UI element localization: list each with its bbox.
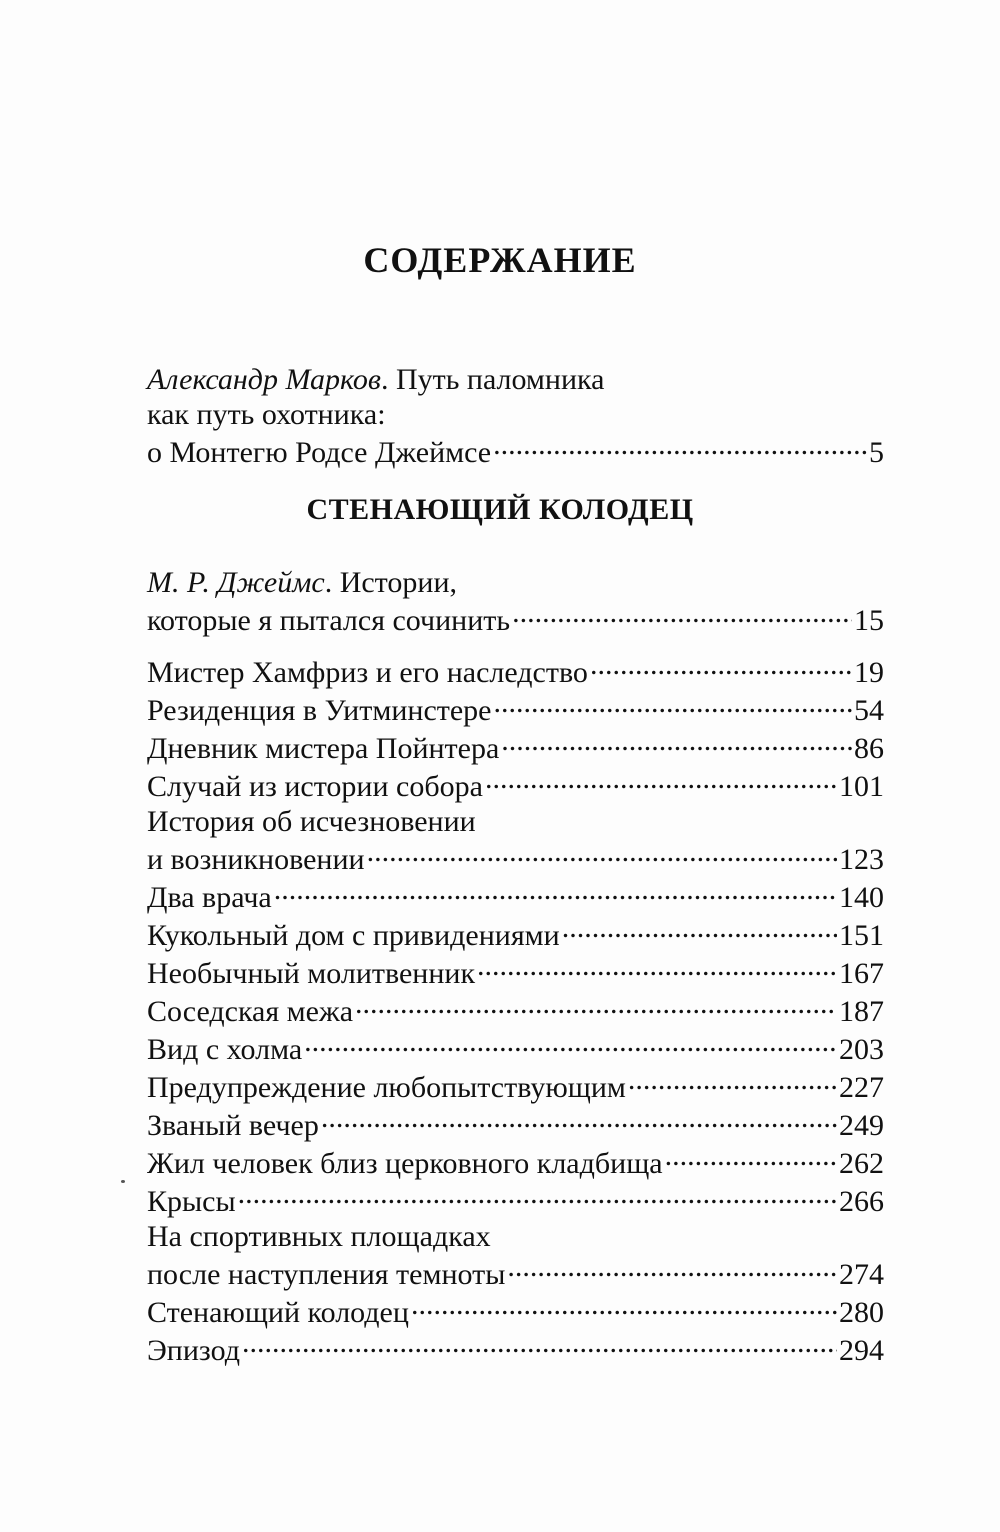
page-number: 227 — [839, 1071, 884, 1104]
page-number: 167 — [839, 957, 884, 990]
dot-leader — [512, 600, 852, 630]
toc-entry-title: Случай из истории собора — [147, 770, 483, 803]
toc-entry — [147, 991, 884, 1029]
page-number: 86 — [854, 732, 884, 765]
dot-leader — [367, 839, 837, 869]
dot-leader — [562, 915, 837, 945]
toc-entry — [147, 728, 884, 766]
toc-entry — [147, 915, 884, 953]
toc-entry — [147, 953, 884, 991]
toc-entry — [147, 1219, 884, 1292]
page-number: 249 — [839, 1109, 884, 1142]
toc-entry-row — [147, 1254, 884, 1292]
dot-leader — [628, 1067, 837, 1097]
dot-leader — [494, 690, 852, 720]
intro-line-3 — [147, 432, 884, 470]
page-number: 294 — [839, 1334, 884, 1367]
page-number: 123 — [839, 843, 884, 876]
dot-leader — [590, 652, 852, 682]
toc-entry — [147, 1330, 884, 1368]
toc-entry — [147, 877, 884, 915]
toc-entry — [147, 1067, 884, 1105]
toc-entry-title: Дневник мистера Пойнтера — [147, 732, 500, 765]
page-number: 280 — [839, 1296, 884, 1329]
toc-entry-title: Кукольный дом с привидениями — [147, 919, 560, 952]
toc-entry — [147, 690, 884, 728]
toc-intro-entry — [147, 362, 884, 470]
toc-entry-title: Званый вечер — [147, 1109, 319, 1142]
dot-leader — [321, 1105, 837, 1135]
page-title: СОДЕРЖАНИЕ — [363, 240, 637, 280]
toc-entry-row — [147, 991, 884, 1029]
toc-entry-title: и возникновении — [147, 843, 365, 876]
dot-leader — [507, 1254, 837, 1284]
page-number: 266 — [839, 1185, 884, 1218]
page-number: 203 — [839, 1033, 884, 1066]
dot-leader — [665, 1143, 837, 1173]
page-number: 151 — [839, 919, 884, 952]
page-number: 19 — [854, 656, 884, 689]
toc-entry — [147, 1292, 884, 1330]
dot-leader — [493, 432, 867, 462]
dot-leader — [501, 728, 852, 758]
section-heading: СТЕНАЮЩИЙ КОЛОДЕЦ — [306, 493, 694, 526]
toc-entry-row — [147, 1330, 884, 1368]
toc-entry-title-line-1: На спортивных площадках — [147, 1220, 491, 1253]
toc-entry-row — [147, 1029, 884, 1067]
toc-entry-title: Необычный молитвенник — [147, 957, 476, 990]
page-number: 140 — [839, 881, 884, 914]
toc-entry — [147, 1029, 884, 1067]
toc-entry-row — [147, 1292, 884, 1330]
toc-entry-title: Предупреждение любопытствующим — [147, 1071, 626, 1104]
dot-leader — [304, 1029, 837, 1059]
intro-line-2: как путь охотника: — [147, 398, 386, 431]
page-number: 274 — [839, 1258, 884, 1291]
page-number: 262 — [839, 1147, 884, 1180]
dot-leader — [485, 766, 837, 796]
toc-entry-row — [147, 1067, 884, 1105]
preface-title-part-1: Истории, — [339, 566, 457, 599]
toc-entry — [147, 1143, 884, 1181]
dot-leader — [242, 1330, 837, 1360]
page-number: 54 — [854, 694, 884, 727]
toc-entry-title: после наступления темноты — [147, 1258, 506, 1291]
toc-entry-title: Вид с холма — [147, 1033, 303, 1066]
toc-entry-title: Стенающий колодец — [147, 1296, 409, 1329]
dot-leader — [355, 991, 837, 1021]
page-number: 15 — [854, 604, 884, 637]
preface-line-1: М. Р. Джеймс. Истории, — [147, 566, 457, 599]
page-number: 101 — [839, 770, 884, 803]
toc-entry-title-line-1: История об исчезновении — [147, 805, 476, 838]
page-number: 5 — [869, 436, 884, 469]
intro-author: Александр Марков — [147, 363, 381, 396]
toc-entry-row — [147, 1143, 884, 1181]
toc-entry-title: Эпизод — [147, 1334, 240, 1367]
toc-entry-title: Соседская межа — [147, 995, 354, 1028]
dot-leader — [411, 1292, 837, 1322]
toc-entry-row — [147, 915, 884, 953]
toc-entry-row — [147, 877, 884, 915]
dot-leader — [477, 953, 837, 983]
toc-entry — [147, 652, 884, 690]
preface-title-part-2: которые я пытался сочинить — [147, 604, 511, 637]
toc-entry-row — [147, 652, 884, 690]
toc-entry-row — [147, 1181, 884, 1219]
toc-entry-title: Два врача — [147, 881, 272, 914]
toc-entry — [147, 766, 884, 804]
print-speck — [121, 1180, 125, 1183]
toc-entry-title: Жил человек близ церковного кладбища — [147, 1147, 663, 1180]
toc-entry-title: Крысы — [147, 1185, 236, 1218]
dot-leader — [274, 877, 837, 907]
toc-entry-row — [147, 728, 884, 766]
toc-entry-row — [147, 839, 884, 877]
toc-entry — [147, 1181, 884, 1219]
toc-entry-row — [147, 953, 884, 991]
toc-entry-row — [147, 766, 884, 804]
page-number: 187 — [839, 995, 884, 1028]
intro-title-part-3: о Монтегю Родсе Джеймсе — [147, 436, 492, 469]
intro-title-part-1: Путь паломника — [395, 363, 605, 396]
preface-line-2 — [147, 600, 884, 638]
toc-entry-row — [147, 690, 884, 728]
dot-leader — [238, 1181, 837, 1211]
toc-preface-entry — [147, 565, 884, 638]
toc-entry-title: Резиденция в Уитминстере — [147, 694, 492, 727]
toc-entry — [147, 804, 884, 877]
toc-entry-title: Мистер Хамфриз и его наследство — [147, 656, 588, 689]
toc-entry — [147, 1105, 884, 1143]
intro-line-1: Александр Марков. Путь паломника — [147, 363, 605, 396]
preface-author: М. Р. Джеймс — [147, 566, 325, 599]
toc-entry-row — [147, 1105, 884, 1143]
toc-story-list — [147, 652, 884, 1368]
